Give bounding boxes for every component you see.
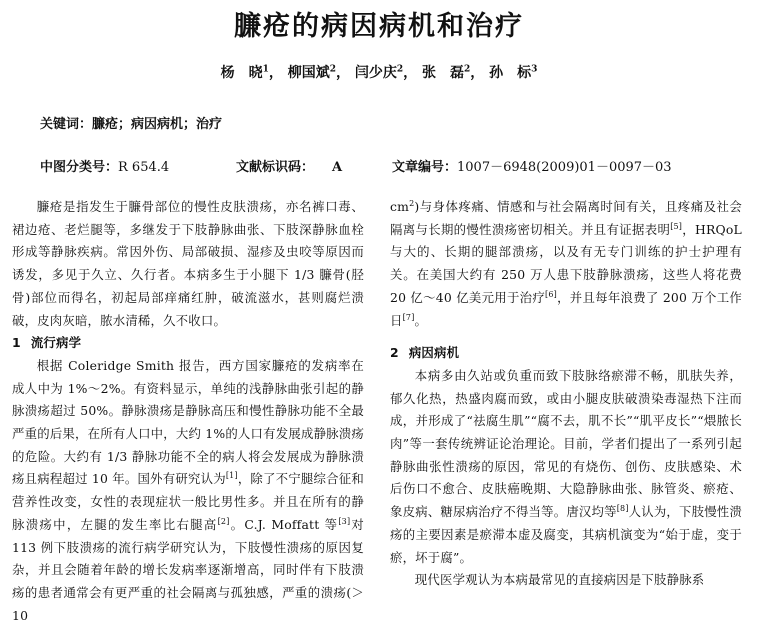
- author-name: 杨 晓: [220, 65, 263, 81]
- document-code: [236, 156, 342, 175]
- keywords-label: 关键词：: [40, 117, 93, 132]
- affiliation-mark: 1: [262, 64, 269, 75]
- citation: [1]: [225, 471, 238, 481]
- author-name: 张 磊: [422, 65, 464, 81]
- intro-paragraph: 臁疮是指发生于臁骨部位的慢性皮肤溃疡，亦名裤口毒、裙边疮、老烂腿等，多继发于下肢静脉曲张、下肢深静脉血栓形成等静脉疾病。常因外伤、局部破损、湿疹及虫咬等原因而诱发，多见于久立、久行者。本病多生于小腿下 1/3 臁骨(胫骨)部位而得名，初起局部痒痛红肿，破流滋水，甚则腐烂溃破，皮肉灰暗，脓水清稀，久不收口。: [12, 199, 364, 328]
- section-number: 2: [390, 345, 399, 361]
- keywords-line: [40, 113, 222, 132]
- clc-number: [40, 156, 169, 175]
- clc-label: 中图分类号：: [40, 160, 119, 175]
- clc-value: R 654.4: [118, 160, 170, 175]
- doc-value: A: [332, 160, 343, 175]
- text-run: 根据 Coleridge Smith 报告，西方国家臁疮的发病率在成人中为 1%～2%。有资料显示，单纯的浅静脉曲张引起的静脉溃疡超过 50%。静脉溃疡是静脉高压和慢性静脉功能不全最严重的后果，在所有人口中，大约 1%的人口有发展成静脉溃疡的危险。大约有 1/3 静脉功能不全的病人将会发展成为静脉溃疡且病程超过 10 年。国外有研究认为: [12, 357, 364, 487]
- keywords-value: 臁疮；病因病机；治疗: [92, 117, 223, 132]
- citation: [5]: [670, 221, 683, 231]
- modern-medicine-paragraph: 现代医学观认为本病最常见的直接病因是下肢静脉系: [414, 572, 705, 588]
- author-name: 闫少庆: [354, 65, 397, 81]
- section-heading-pathogenesis: [390, 342, 742, 365]
- epidemiology-paragraph: [12, 355, 364, 627]
- section-number: 1: [12, 335, 21, 351]
- section-heading-epidemiology: [12, 332, 364, 355]
- text-run: 。: [414, 312, 428, 328]
- text-run: ，HRQoL 与大的、长期的腿部溃疡，以及有无专门训练的护士护理有关。在美国大约有 250 万人患下肢静脉溃疡，这些人将花费 20 亿～40 亿美元用于治疗: [390, 221, 742, 305]
- text-run: 本病多由久站或负重而致下肢脉络瘀滞不畅，肌肤失养，郁久化热，热盛肉腐而致，或由小腿皮肤破溃染毒湿热下注而成，并形成了“祛腐生肌”“腐不去，肌不长”“肌平皮长”“煨脓长肉”等一套传统辨证论治理论。目前，学者们提出了一系列引起静脉曲张性溃疡的原因，常见的有烧伤、创伤、皮肤感染、术后伤口不愈合、皮肤癌晚期、大隐静脉曲张、脉管炎、瘀疮、象皮病、糖尿病治疗不得当等。唐汉均等: [390, 367, 742, 520]
- article-title: 臁疮的病因病机和治疗: [234, 11, 524, 42]
- article-number: [392, 156, 672, 175]
- pathogenesis-paragraph: [390, 365, 742, 569]
- citation: [3]: [338, 516, 351, 526]
- text-run: ，除了不宁腿综合征和营养性改变，女性的表现症状一般比男性多。并且在所有的静脉溃疡中，左腿的发生率比右腿高: [12, 471, 364, 532]
- section-title: 流行病学: [30, 335, 82, 351]
- text-run: 对 113 例下肢溃疡的流行病学研究认为，下肢慢性溃疡的原因复杂，并且会随着年龄的增长发病率逐渐增高，同时伴有下肢溃疡的患者通常会有更严重的社会隔离与孤独感，严重的溃疡(＞10: [12, 516, 365, 623]
- superscript: 2: [409, 198, 415, 208]
- continued-paragraph: [390, 196, 742, 332]
- affiliation-mark: 3: [531, 64, 538, 75]
- citation: [6]: [545, 289, 557, 299]
- text-run: ，并且每年浪费了 200 万个工作日: [390, 289, 742, 328]
- citation: [8]: [616, 504, 629, 514]
- section-title: 病因病机: [408, 345, 460, 361]
- article-value: 1007－6948(2009)01－0097－03: [457, 160, 672, 175]
- affiliation-mark: 2: [464, 64, 471, 75]
- affiliation-mark: 2: [396, 64, 404, 75]
- text-run: )与身体疼痛、情感和与社会隔离时间有关，且疼痛及社会隔离与长期的慢性溃疡密切相关。并且有证据表明: [390, 199, 742, 237]
- text-run: 。C.J. Moffatt 等: [229, 516, 339, 532]
- text-run: cm: [390, 199, 410, 214]
- citation: [2]: [217, 516, 230, 526]
- left-column: [12, 196, 364, 627]
- author-name: 孙 标: [489, 65, 532, 81]
- author-line: 杨 晓$^1$， 柳国斌$^2$， 闫少庆$^2$， 张 磊$^2$， 孙 标$^3$: [220, 64, 538, 81]
- text-run: 人认为，下肢慢性溃疡的主要因素是瘀滞本虚及腐变，其病机演变为“始于虚，变于瘀，坏于腐”。: [390, 504, 742, 565]
- right-column: [390, 196, 742, 592]
- citation: [7]: [402, 312, 415, 322]
- article-label: 文章编号：: [392, 160, 458, 175]
- affiliation-mark: 2: [329, 64, 336, 75]
- doc-label: 文献标识码：: [236, 160, 315, 175]
- author-name: 柳国斌: [287, 65, 330, 81]
